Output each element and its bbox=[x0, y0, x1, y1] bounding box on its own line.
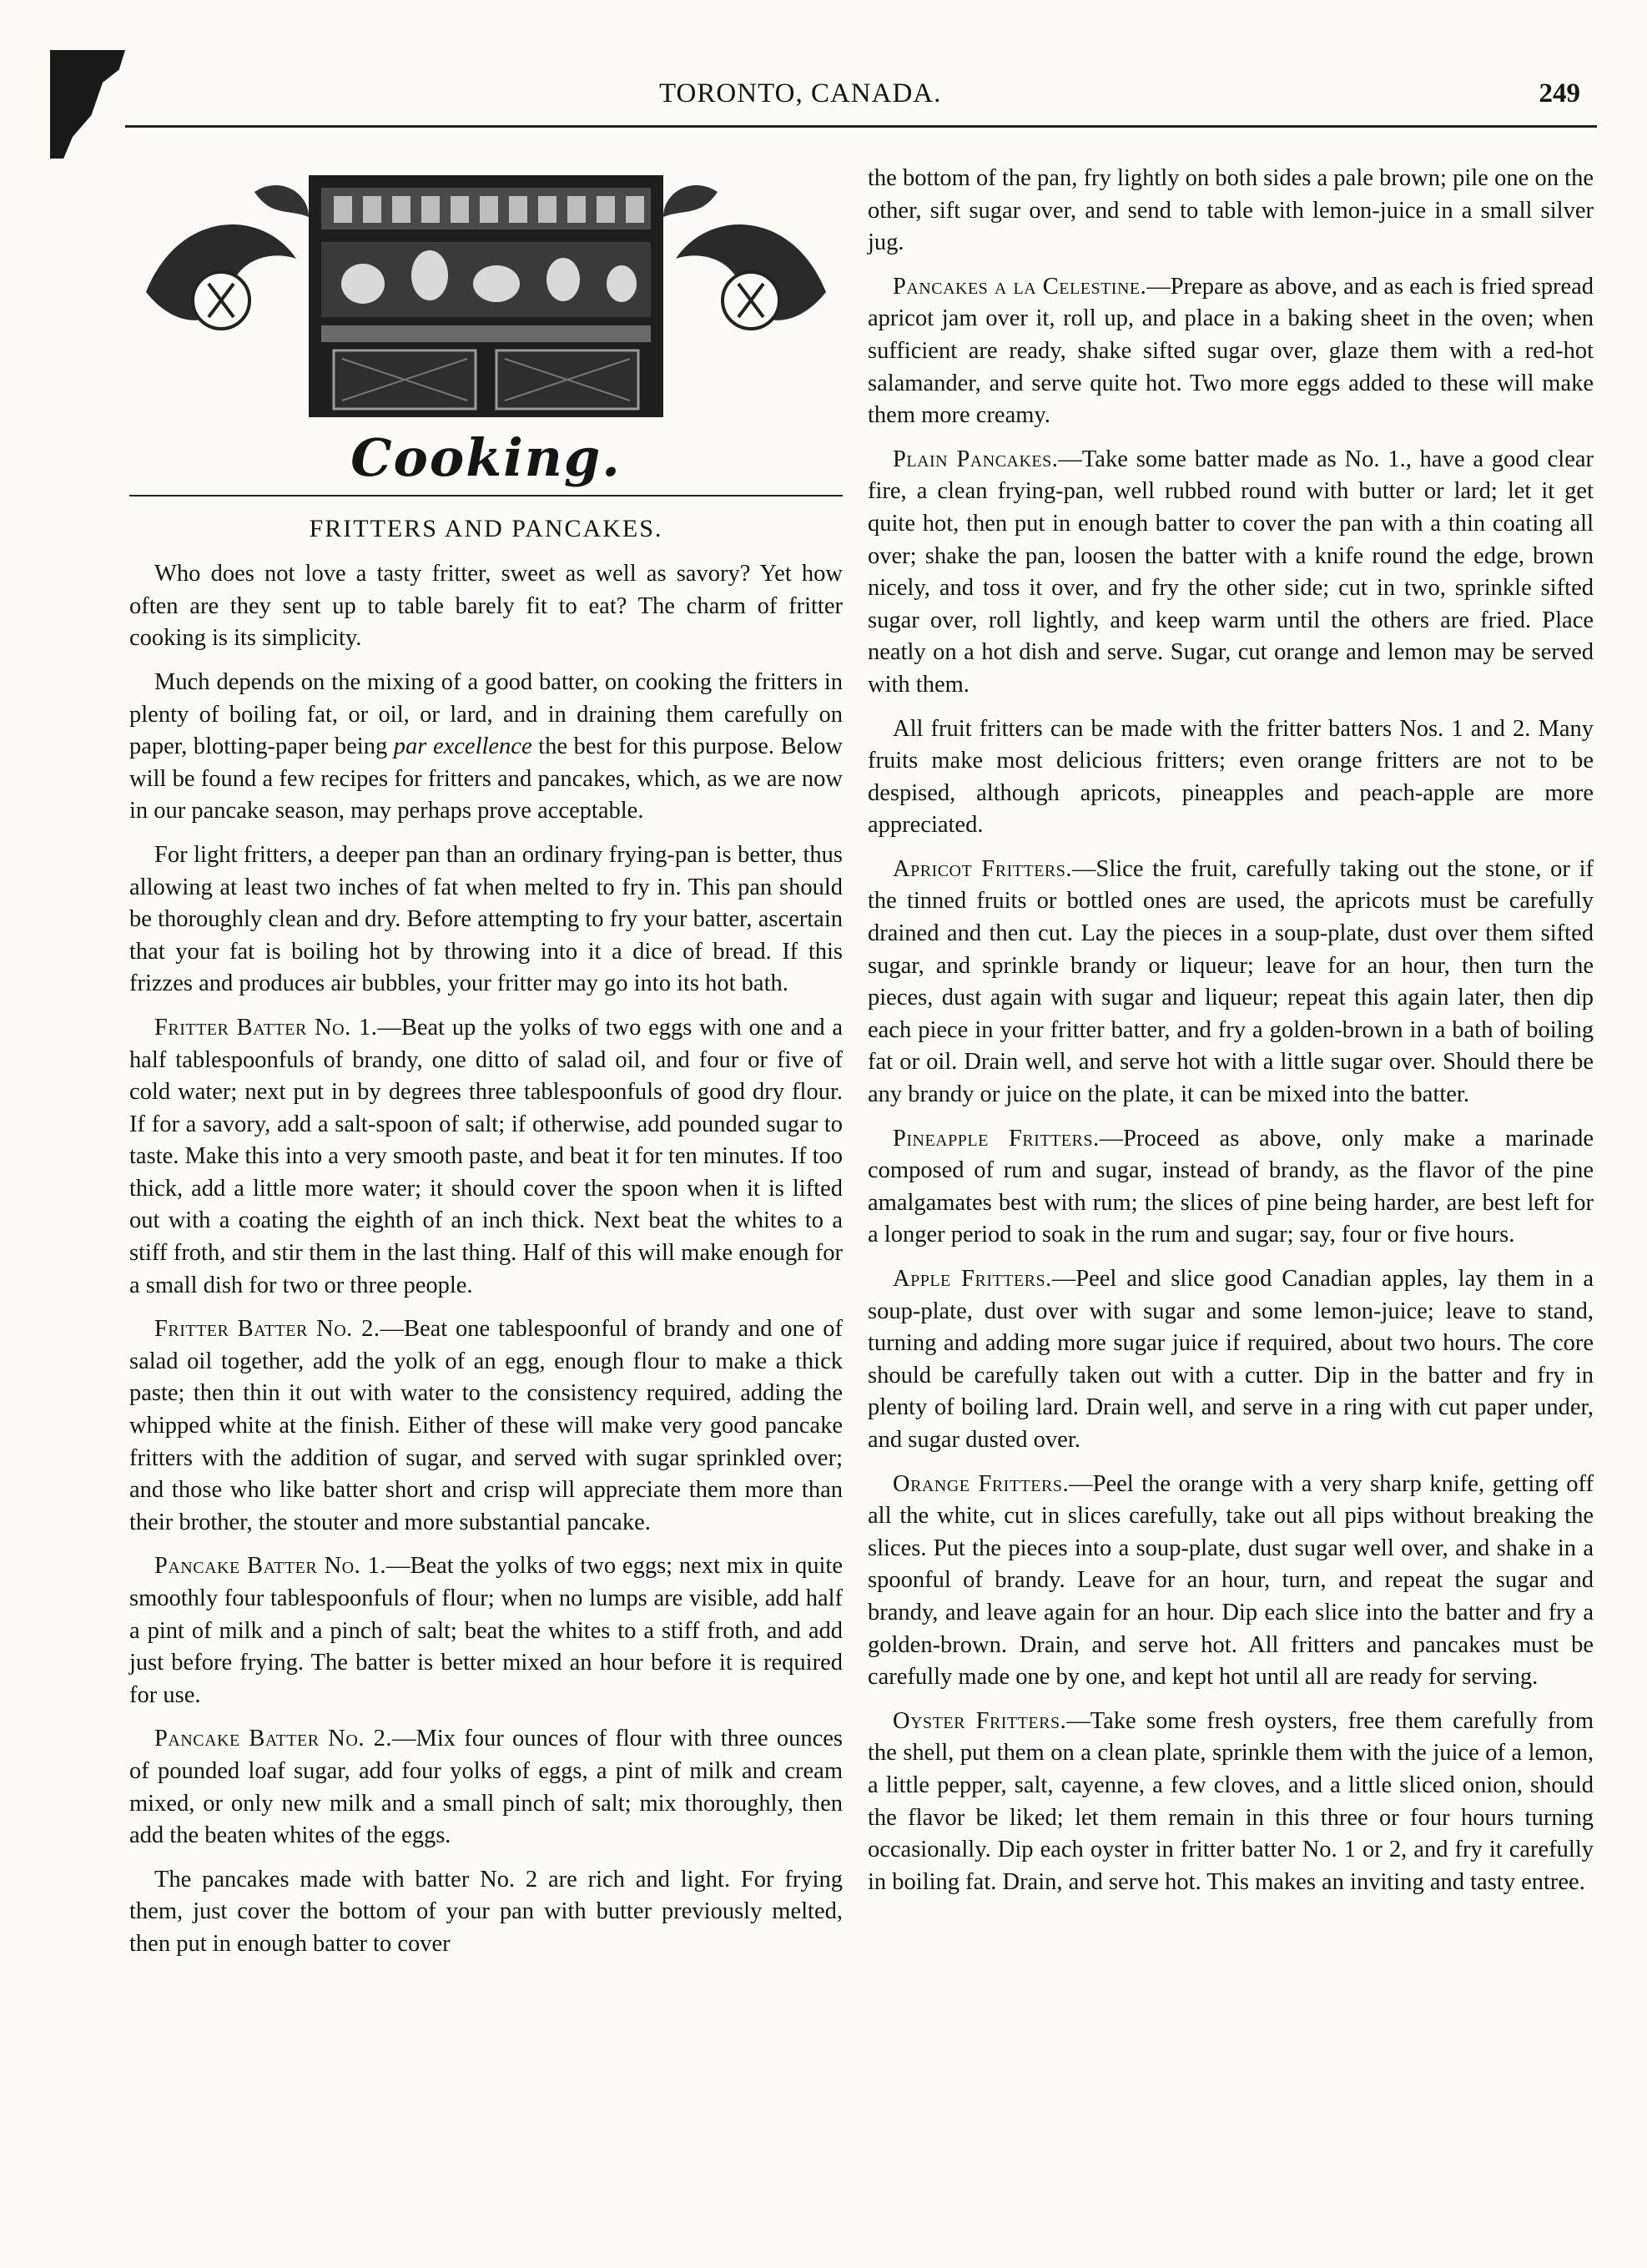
emphasis-phrase: par excellence bbox=[393, 733, 532, 760]
recipe-heading: Pineapple Fritters. bbox=[893, 1125, 1100, 1152]
recipe-heading: Apricot Fritters. bbox=[893, 855, 1072, 882]
article-title: FRITTERS AND PANCAKES. bbox=[309, 514, 663, 542]
recipe-pancake-batter-2 bbox=[129, 1723, 843, 1852]
torn-corner bbox=[50, 50, 125, 159]
batter-paragraph-part: Much depends on the mixing of a good batter, on cooking the fritters in plenty of boiling fat, or oil, or lard, and in draining them carefully on paper, blotting-paper being bbox=[129, 668, 843, 760]
frying-pan-paragraph: For light fritters, a deeper pan than an ordinary frying-pan is better, thus allowing at least two inches of fat when melted to fry in. This pan should be thoroughly clean and dry. Before attempting to fry your batter, ascertain that your fat is boiling hot by throwing into it a dice of bread. If this frizzes and produces air bubbles, your fritter may go into its hot bath. bbox=[129, 841, 843, 997]
recipe-plain-pancakes bbox=[868, 444, 1594, 702]
recipe-pancakes-celestine bbox=[868, 271, 1594, 432]
recipe-text: —Beat up the yolks of two eggs with one and a half tablespoonfuls of brandy, one ditto of salad oil, and four or five of cold water; next put in by degrees three tablespoonfuls of good dry flour. If for a savory, add a salt-spoon of salt; if otherwise, add pounded sugar to taste. Make this into a very smooth paste, and beat it for ten minutes. If too thick, add a little more water; it should cover the spoon when it is lifted out with a coating the eighth of an inch thick. Next beat the whites to a stiff froth, and stir them in the last thing. Half of this will make enough for a small dish for two or three people. bbox=[129, 1014, 843, 1298]
kitchen-scene-image bbox=[129, 159, 843, 434]
header-rule bbox=[125, 125, 1597, 128]
pancake-frying-paragraph: The pancakes made with batter No. 2 are rich and light. For frying them, just cover the bottom of your pan with butter previously melted, then put in enough batter to cover bbox=[129, 1866, 843, 1957]
recipe-oyster-fritters bbox=[868, 1706, 1594, 1899]
recipe-fritter-batter-2 bbox=[129, 1313, 843, 1539]
recipe-heading: Fritter Batter No. 1. bbox=[154, 1014, 378, 1041]
section-rule bbox=[129, 495, 843, 496]
batter-paragraph bbox=[129, 667, 843, 828]
recipe-pancake-batter-1 bbox=[129, 1550, 843, 1711]
section-banner-title: Cooking. bbox=[350, 427, 622, 488]
recipe-text: —Mix four ounces of flour with three ounces of pounded loaf sugar, add four yolks of eggs, a pint of milk and cream mixed, or only new milk and a small pinch of salt; mix thoroughly, then add the beaten whites of the eggs. bbox=[129, 1726, 843, 1849]
recipe-text: —Slice the fruit, carefully taking out the stone, or if the tinned fruits or bottled ones are used, the apricots must be carefully drained and then cut. Lay the pieces in a soup-plate, dust over them sifted sugar, and sprinkle brandy or liqueur; leave for an hour, then turn the pieces, dust again with sugar and liqueur; repeat this again later, then dip each piece in your fritter batter, and fry a golden-brown in a bath of boiling fat or oil. Drain well, and serve hot with a little sugar over. Should there be any brandy or juice on the plate, it can be mixed into the batter. bbox=[868, 855, 1594, 1108]
batter-paragraph-part: the best for this purpose. Below will be found a few recipes for fritters and pancakes, which, as we are now in our pancake season, may perhaps prove acceptable. bbox=[129, 733, 843, 824]
recipe-text: —Proceed as above, only make a marinade composed of rum and sugar, instead of brandy, as the flavor of the pine amalgamates best with rum; the slices of pine being harder, are best left for a longer period to soak in the rum and sugar; say, four or five hours. bbox=[868, 1125, 1594, 1248]
recipe-text: —Peel the orange with a very sharp knife, getting off all the white, cut in slices carefully, take out all pips without breaking the slices. Put the pieces into a soup-plate, dust sugar well over, and shake in a spoonful of brandy. Leave for an hour, turn, and repeat the sugar and brandy, and leave again for an hour. Dip each slice into the batter and fry a golden-brown. Drain, and serve hot. All fritters and pancakes must be carefully made one by one, and kept hot until all are ready for serving. bbox=[868, 1470, 1594, 1691]
recipe-heading: Apple Fritters. bbox=[893, 1266, 1052, 1292]
intro-paragraph: Who does not love a tasty fritter, sweet as well as savory? Yet how often are they sent up to table barely fit to eat? The charm of fritter cooking is its simplicity. bbox=[129, 561, 843, 652]
recipe-heading: Fritter Batter No. 2. bbox=[154, 1316, 380, 1343]
running-header bbox=[125, 73, 1597, 115]
running-title: TORONTO, CANADA. bbox=[659, 78, 942, 108]
recipe-text: —Beat one tablespoonful of brandy and one of salad oil together, add the yolk of an egg, enough flour to make a thick paste; then thin it out with water to the consistency required, adding the whipped white at the finish. Either of these will make very good pancake fritters with the addition of sugar, and served with sugar sprinkled over; and those who like batter short and crisp will appreciate them more than their brother, the stouter and more substantial pancake. bbox=[129, 1316, 843, 1535]
kitchen-illustration bbox=[129, 159, 843, 434]
page-number: 249 bbox=[1539, 78, 1580, 108]
recipe-heading: Pancakes a la Celestine. bbox=[893, 273, 1147, 300]
recipe-apple-fritters bbox=[868, 1263, 1594, 1457]
continued-paragraph: the bottom of the pan, fry lightly on both sides a pale brown; pile one on the other, sift sugar over, and send to table with lemon-juice in a small silver jug. bbox=[868, 165, 1594, 256]
recipe-fritter-batter-1 bbox=[129, 1012, 843, 1302]
left-column bbox=[129, 159, 843, 1973]
recipe-heading: Orange Fritters. bbox=[893, 1470, 1070, 1497]
recipe-text: —Peel and slice good Canadian apples, lay them in a soup-plate, dust over with sugar and some lemon-juice; leave to stand, turning and adding more sugar juice if required, about two hours. The core should be carefully taken out with a cutter. Dip in the batter and fry in plenty of boiling lard. Drain well, and serve in a ring with cut paper under, and sugar dusted over. bbox=[868, 1266, 1594, 1453]
right-column bbox=[868, 163, 1594, 1910]
recipe-text: —Take some fresh oysters, free them carefully from the shell, put them on a clean plate, sprinkle them with the juice of a lemon, a little pepper, salt, cayenne, a few cloves, and a little sliced onion, should the flavor be liked; let them remain in this three or four hours turning occasionally. Dip each oyster in fritter batter No. 1 or 2, and fry it carefully in boiling fat. Drain, and serve hot. This makes an inviting and tasty entree. bbox=[868, 1707, 1594, 1895]
recipe-heading: Pancake Batter No. 1. bbox=[154, 1553, 386, 1580]
recipe-heading: Pancake Batter No. 2. bbox=[154, 1726, 393, 1752]
recipe-text: —Prepare as above, and as each is fried spread apricot jam over it, roll up, and place in a baking sheet in the oven; when sufficient are ready, shake sifted sugar over, glaze them with a red-hot salamander, and serve quite hot. Two more eggs added to these will make them more creamy. bbox=[868, 273, 1594, 429]
recipe-text: —Beat the yolks of two eggs; next mix in quite smoothly four tablespoonfuls of flour; when no lumps are visible, add half a pint of milk and a pinch of salt; beat the whites to a stiff froth, and add just before frying. The batter is better mixed an hour before it is required for use. bbox=[129, 1553, 844, 1708]
recipe-heading: Oyster Fritters. bbox=[893, 1707, 1067, 1734]
recipe-heading: Plain Pancakes. bbox=[893, 446, 1059, 472]
recipe-orange-fritters bbox=[868, 1469, 1594, 1694]
recipe-text: —Take some batter made as No. 1., have a good clear fire, a clean frying-pan, well rubbed round with butter or lard; let it get quite hot, then put in enough batter to cover the pan with a thin coating all over; shake the pan, loosen the batter with a knife round the edge, brown nicely, and toss it over, and fry the other side; cut in two, sprinkle sifted sugar over, roll lightly, and keep warm until the others are fried. Place neatly on a hot dish and serve. Sugar, cut orange and lemon may be served with them. bbox=[868, 446, 1594, 698]
fruit-fritters-paragraph: All fruit fritters can be made with the fritter batters Nos. 1 and 2. Many fruits make most delicious fritters; even orange fritters are not to be despised, although apricots, pineapples and peach-apple are more appreciated. bbox=[868, 715, 1594, 839]
recipe-apricot-fritters bbox=[868, 854, 1594, 1111]
recipe-pineapple-fritters bbox=[868, 1123, 1594, 1252]
